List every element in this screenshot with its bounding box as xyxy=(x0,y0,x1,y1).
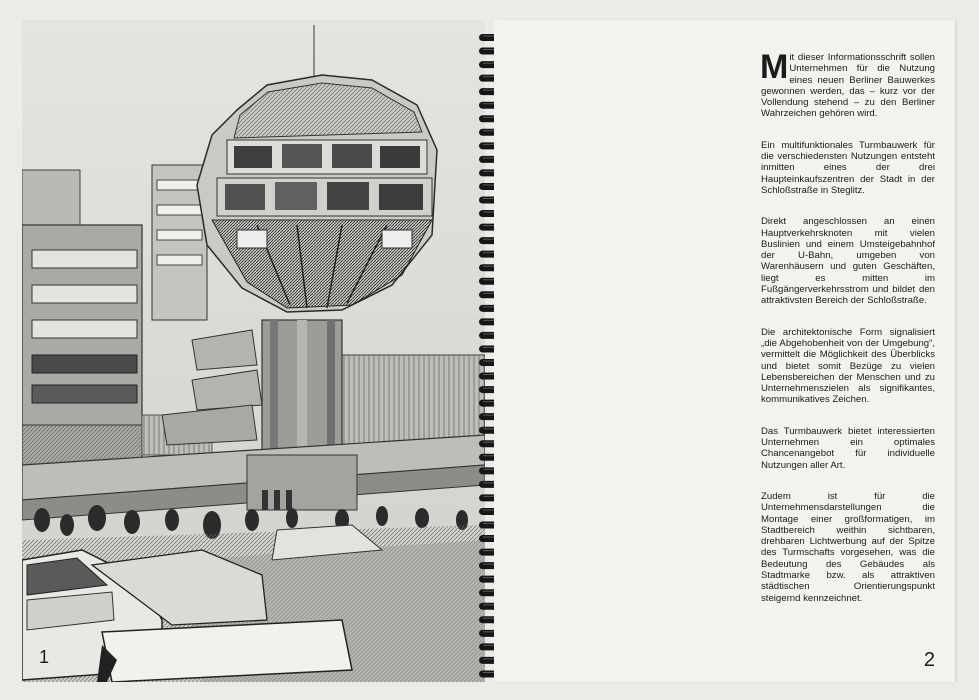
left-page xyxy=(22,20,485,682)
paragraph-4: Die architektonische Form signalisiert „die Abgehobenheit von der Umgebung“, vermittelt die Möglichkeit des Überblicks und bietet somit Bezüge zu vielen Lebensbereichen der Menschen und zu Unternehmenszielen als signifikantes, kommunikatives Zeichen. xyxy=(761,326,935,406)
right-page xyxy=(494,20,955,682)
text-column xyxy=(760,48,935,624)
tower-illustration xyxy=(22,20,485,682)
paragraph-5: Das Turmbauwerk bietet interessierten Unternehmen ein optimales Chancenangebot für individuelle Nutzungen aller Art. xyxy=(761,425,935,471)
book-spread xyxy=(22,20,955,682)
page-number-right: 2 xyxy=(923,649,935,671)
paragraph-1: Mit dieser Informationsschrift sollen Unternehmen für die Nutzung eines neuen Berliner Bauwerkes gewonnen werden, das – kurz vor der Vollendung stehend – zu den Berliner Wahrzeichen gehören wird. xyxy=(760,48,935,120)
paragraph-3: Direkt angeschlossen an einen Hauptverkehrsknoten mit vielen Buslinien und einem Umsteigebahnhof der U-Bahn, umgeben von Warenhäusern und guten Geschäften, liegt es mitten im Fußgängerverkehrsstrom und bildet den attraktivsten Bereich der Schloßstraße. xyxy=(761,216,935,307)
dropcap: M xyxy=(760,48,789,86)
paragraph-6: Zudem ist für die Unternehmensdarstellungen die Montage einer großformatigen, im Stadtbereich weithin sichtbaren, drehbaren Lichtwerbung auf der Spitze des Turmschafts vorgesehen, was die Bedeutung des Gebäudes als Stadtmarke bzw. als attraktiven städtischen Orientierungspunkt steigernd kennzeichnet. xyxy=(761,490,935,604)
page-number-left: 1 xyxy=(39,647,50,667)
paragraph-2: Ein multifunktionales Turmbauwerk für die verschiedensten Nutzungen entsteht inmitten eines der drei Haupteinkaufszentren der Stadt in der Schloßstraße in Steglitz. xyxy=(761,139,935,196)
